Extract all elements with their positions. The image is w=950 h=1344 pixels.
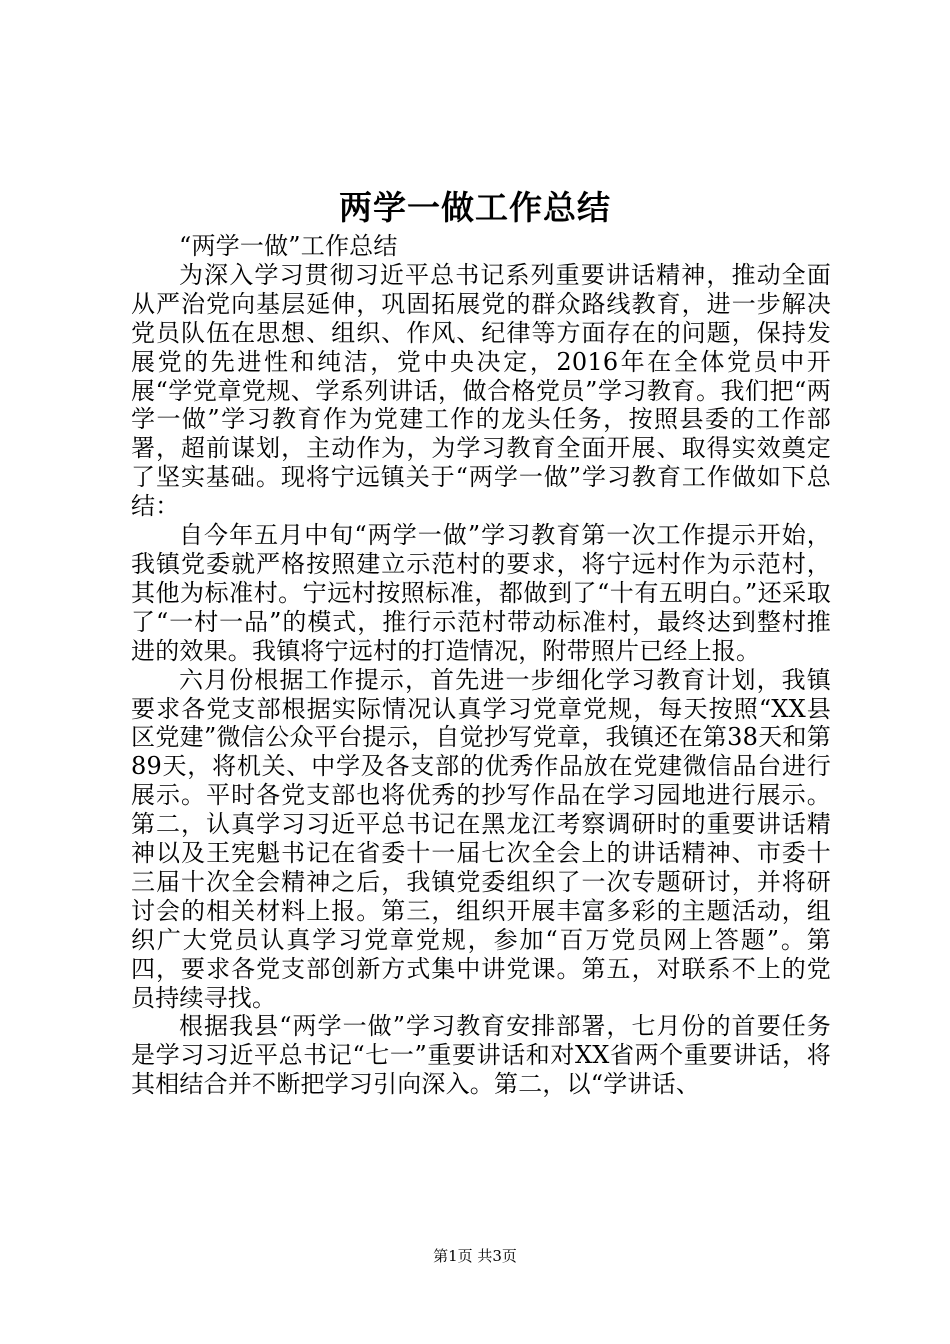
paragraph-july: 根据我县“两学一做”学习教育安排部署，七月份的首要任务是学习习近平总书记“七一”重要讲话和对XX省两个重要讲话，将其相结合并不断把学习引向深入。第二，以“学讲话、 xyxy=(131,1012,831,1099)
paragraph-may: 自今年五月中旬“两学一做”学习教育第一次工作提示开始，我镇党委就严格按照建立示范村的要求，将宁远村作为示范村，其他为标准村。宁远村按照标准，都做到了“十有五明白。”还采取了“一村一品”的模式，推行示范村带动标准村，最终达到整村推进的效果。我镇将宁远村的打造情况，附带照片已经上报。 xyxy=(131,521,831,665)
document-body xyxy=(131,232,831,1099)
paragraph-intro: 为深入学习贯彻习近平总书记系列重要讲话精神，推动全面从严治党向基层延伸，巩固拓展党的群众路线教育，进一步解决党员队伍在思想、组织、作风、纪律等方面存在的问题，保持发展党的先进性和纯洁，党中央决定，2016年在全体党员中开展“学党章党规、学系列讲话，做合格党员”学习教育。我们把“两学一做”学习教育作为党建工作的龙头任务，按照县委的工作部署，超前谋划，主动作为，为学习教育全面开展、取得实效奠定了坚实基础。现将宁远镇关于“两学一做”学习教育工作做如下总结： xyxy=(131,260,831,521)
paragraph-subtitle: “两学一做”工作总结 xyxy=(179,232,398,260)
page-number: 第1页 共3页 xyxy=(433,1247,517,1265)
document-title: 两学一做工作总结 xyxy=(339,188,611,227)
paragraph-june: 六月份根据工作提示，首先进一步细化学习教育计划，我镇要求各党支部根据实际情况认真学习党章党规，每天按照“XX县区党建”微信公众平台提示，自觉抄写党章，我镇还在第38天和第89天，将机关、中学及各支部的优秀作品放在党建微信品台进行展示。平时各党支部也将优秀的抄写作品在学习园地进行展示。第二，认真学习习近平总书记在黑龙江考察调研时的重要讲话精神以及王宪魁书记在省委十一届七次全会上的讲话精神、市委十三届十次全会精神之后，我镇党委组织了一次专题研讨，并将研讨会的相关材料上报。第三，组织开展丰富多彩的主题活动，组织广大党员认真学习党章党规，参加“百万党员网上答题”。第四，要求各党支部创新方式集中讲党课。第五，对联系不上的党员持续寻找。 xyxy=(131,665,831,1012)
